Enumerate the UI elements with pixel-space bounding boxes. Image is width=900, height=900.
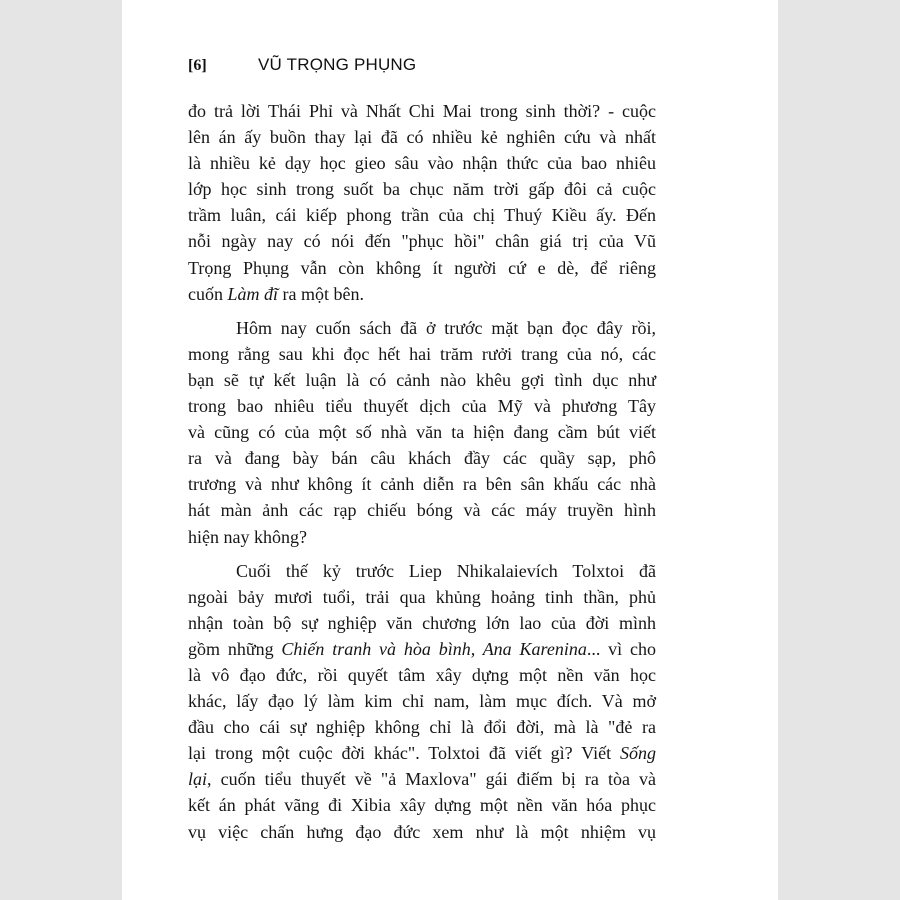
- text-line: đo trả lời Thái Phỉ và Nhất Chi Mai trong sinh thời? - cuộc: [188, 101, 656, 121]
- text-line: kết án phát vãng đi Xibia xây dựng một nền văn hóa phục: [188, 795, 656, 816]
- book-title-italic: lại: [188, 769, 208, 790]
- page-header: [188, 55, 417, 75]
- text-line: ngoài bảy mươi tuổi, trải qua khủng hoảng tinh thần, phủ: [188, 586, 656, 607]
- text-line: [188, 766, 656, 792]
- book-title-italic: Làm đĩ: [227, 283, 279, 304]
- text-line: [188, 636, 656, 662]
- text-line: là vô đạo đức, rồi quyết tâm xây dựng một nền văn học: [188, 664, 656, 685]
- text-line: lớp học sinh trong suốt ba chục năm trời gấp đôi cả cuộc: [188, 179, 656, 200]
- paragraph: [188, 558, 656, 845]
- text-line: Trọng Phụng vẫn còn không ít người cứ e dè, để riêng: [188, 257, 656, 278]
- text-run: , cuốn tiểu thuyết về "ả Maxlova" gái điếm bị ra tòa và: [207, 769, 656, 790]
- text-line: [188, 281, 656, 307]
- book-title-italic: Chiến tranh và hòa bình, Ana Karenina: [281, 638, 587, 659]
- running-title: VŨ TRỌNG PHỤNG: [258, 55, 417, 74]
- text-line: nỗi ngày nay có nói đến "phục hồi" chân giá trị của Vũ: [188, 231, 656, 252]
- book-title-italic: Sống: [620, 743, 656, 764]
- text-line: lên án ấy buồn thay lại đã có nhiều kẻ nghiên cứu và nhất: [188, 127, 656, 148]
- paragraph: [188, 98, 656, 307]
- text-line: là nhiều kẻ dạy học gieo sâu vào nhận thức của bao nhiêu: [188, 153, 656, 174]
- text-line: Hôm nay cuốn sách đã ở trước mặt bạn đọc đây rồi,: [236, 317, 656, 338]
- text-line: ra và đang bày bán câu khách đầy các quầy sạp, phô: [188, 448, 656, 469]
- text-line: hiện nay không?: [188, 526, 307, 547]
- text-line: trong bao nhiêu tiểu thuyết dịch của Mỹ và phương Tây: [188, 396, 656, 417]
- paragraph: [188, 315, 656, 550]
- text-run: ... vì cho: [586, 638, 656, 659]
- text-run: ra một bên.: [278, 283, 364, 304]
- text-run: lại trong một cuộc đời khác". Tolxtoi đã viết gì? Viết: [188, 743, 620, 764]
- text-line: hát màn ảnh các rạp chiếu bóng và các máy truyền hình: [188, 500, 656, 521]
- text-line: nhận toàn bộ sự nghiệp văn chương lớn lao của đời mình: [188, 612, 656, 633]
- text-line: trương và như không ít cảnh diễn ra bên sân khấu các nhà: [188, 474, 656, 495]
- book-page: [122, 0, 778, 900]
- text-run: gồm những: [188, 638, 282, 659]
- text-line: bạn sẽ tự kết luận là có cảnh nào khêu gợi tình dục như: [188, 369, 656, 390]
- text-line: mong rằng sau khi đọc hết hai trăm rưởi trang của nó, các: [188, 343, 656, 364]
- text-line: khác, lấy đạo lý làm kim chỉ nam, làm mục đích. Và mở: [188, 691, 656, 712]
- text-line: đầu cho cái sự nghiệp không chỉ là đổi đời, mà là "đẻ ra: [188, 717, 656, 738]
- text-line: trầm luân, cái kiếp phong trần của chị Thuý Kiều ấy. Đến: [188, 205, 656, 226]
- text-line: và cũng có của một số nhà văn ta hiện đang cầm bút viết: [188, 422, 656, 443]
- text-line: [188, 740, 656, 766]
- text-line: vụ việc chấn hưng đạo đức xem như là một nhiệm vụ: [188, 821, 656, 842]
- page-number: [6]: [188, 57, 207, 74]
- text-run: cuốn: [188, 283, 228, 304]
- text-line: Cuối thế kỷ trước Liep Nhikalaievích Tolxtoi đã: [236, 560, 656, 581]
- body-text: [188, 98, 656, 845]
